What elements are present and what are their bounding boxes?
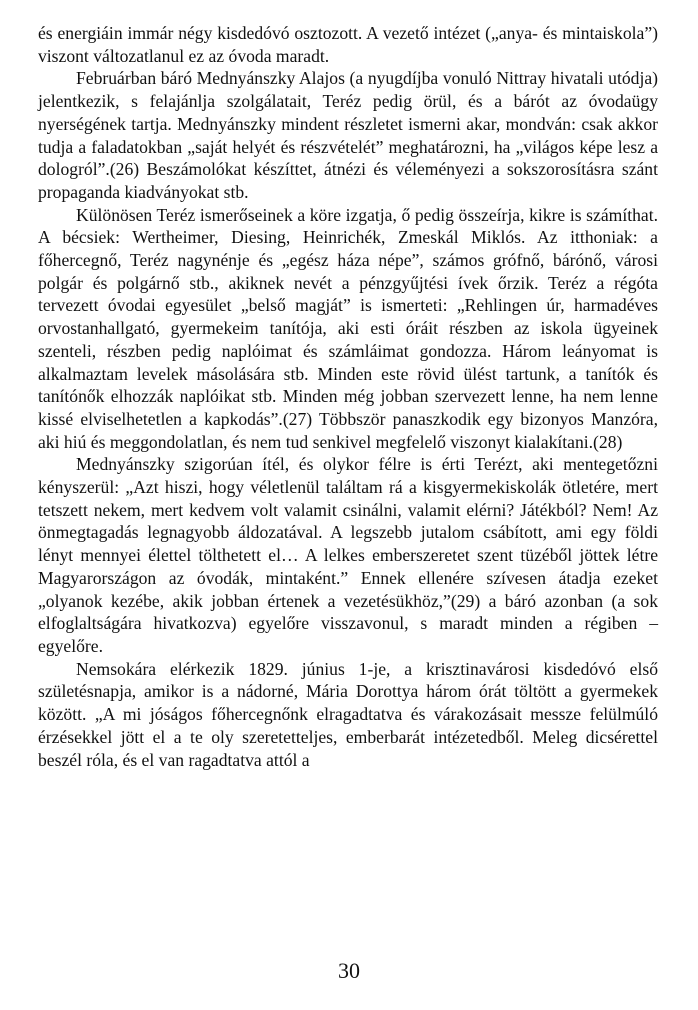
paragraph: Mednyánszky szigorúan ítél, és olykor félre is érti Terézt, aki mentegetőzni kényszerül: „Azt hiszi, hogy véletlenül találtam rá a kisgyermekiskolák ötletére, mert tetszett nekem, mert kedvem volt valamit csinálni, valamit elérni? Játékból? Nem! Az önmegtagadás legnagyobb áldozatával. A legszebb jutalom csábított, ami egy földi lényt mennyei élettel tölthetett el… A lelkes emberszeretet szent tüzéből jöttek létre Magyarországon az óvodák, mintaként.” Ennek ellenére szívesen átadja ezeket „olyanok kezébe, akik jobban értenek a vezetésükhöz,”(29) a báró azonban (a sok elfoglaltságára hivatkozva) egyelőre visszavonul, s maradt minden a régiben – egyelőre.	[38, 454, 658, 656]
paragraph: Különösen Teréz ismerőseinek a köre izgatja, ő pedig összeírja, kikre is számíthat. A bécsiek: Wertheimer, Diesing, Heinrichék, Zmeskál Miklós. Az itthoniak: a főhercegnő, Teréz nagynénje és „egész háza népe”, számos grófnő, bárónő, városi polgár és polgárnő stb., akiknek nevét a pénzgyűjtési ívek őrzik. Teréz a régóta tervezett óvodai egyesület „belső magját” is ismerteti: „Rehlingen úr, harmadéves orvostanhallgató, gyermekeim tanítója, aki esti óráit részben az iskola ügyeinek szenteli, részben pedig naplóimat és számláimat gondozza. Három leányomat is alkalmaztam levelek másolására stb. Minden este rövid ülést tartunk, a tanítók és tanítónők elhozzák naplóikat stb. Minden még jobban szervezett lenne, ha nem lenne kissé elviselhetetlen a kapkodás”.(27) Többször panaszkodik egy bizonyos Manzóra, aki hiú és meggondolatlan, és nem tud senkivel megfelelő viszonyt kialakítani.(28)	[38, 204, 658, 452]
paragraph: és energiáin immár négy kisdedóvó osztozott. A vezető intézet („anya- és mintaiskola”) viszont változatlanul ez az óvoda maradt.	[38, 23, 658, 66]
body-text	[38, 22, 658, 771]
paragraph: Nemsokára elérkezik 1829. június 1-je, a krisztinavárosi kisdedóvó első születésnapja, amikor is a nádorné, Mária Dorottya három órát töltött a gyermekek között. „A mi jóságos főhercegnőnk elragadtatva és várakozásait messze felülmúló érzésekkel jött el a te oly szeretetteljes, emberbarát intézetedből. Meleg dicsérettel beszél róla, és el van ragadtatva attól a	[38, 658, 658, 770]
paragraph: Februárban báró Mednyánszky Alajos (a nyugdíjba vonuló Nittray hivatali utódja) jelentkezik, s felajánlja szolgálatait, Teréz pedig örül, és a bárót az óvodaügy nyerségének tartja. Mednyánszky mindent részletet ismerni akar, mondván: csak akkor tudja a faladatokban „saját helyét és részvételét” meghatározni, ha „világos képe lesz a dologról”.(26) Beszámolókat készíttet, átnézi és véleményezi a sokszorosításra szánt propaganda kiadványokat stb.	[38, 68, 658, 202]
page-number: 30	[338, 958, 360, 983]
